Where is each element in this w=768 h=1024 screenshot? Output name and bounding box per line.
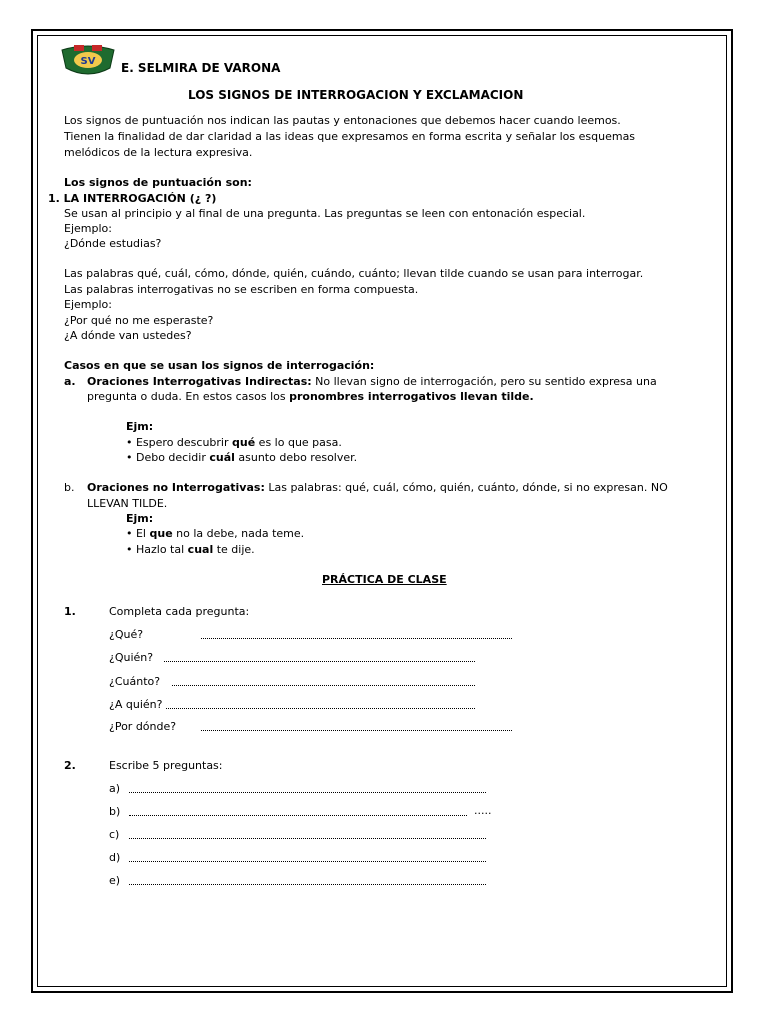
casos-heading: Casos en que se usan los signos de interrogación: bbox=[64, 359, 375, 372]
q1-item-quien: ¿Quién? bbox=[109, 651, 154, 664]
q2-item-b: b) bbox=[109, 805, 121, 818]
caso-b-example-1 bbox=[126, 527, 304, 541]
caso-a-ex2-bold: cuál bbox=[209, 451, 235, 464]
section1b-line-2: Las palabras interrogativas no se escriben en forma compuesta. bbox=[64, 283, 419, 296]
caso-b-line-1 bbox=[87, 481, 668, 495]
q1-item-cuanto: ¿Cuánto? bbox=[109, 675, 161, 688]
q2-item-e: e) bbox=[109, 874, 121, 887]
q1-item-por-donde: ¿Por dónde? bbox=[109, 720, 177, 733]
signs-lead: Los signos de puntuación son: bbox=[64, 176, 252, 189]
caso-a-title: Oraciones Interrogativas Indirectas: bbox=[87, 375, 312, 388]
caso-b-ex1-pre: • El bbox=[126, 527, 150, 540]
answer-line-c[interactable] bbox=[129, 838, 486, 839]
intro-line-3: melódicos de la lectura expresiva. bbox=[64, 146, 253, 159]
caso-a-ex2-post: asunto debo resolver. bbox=[234, 451, 358, 464]
caso-a-line-1 bbox=[87, 375, 657, 389]
answer-line-quien[interactable] bbox=[164, 661, 475, 662]
caso-a-ex1-post: es lo que pasa. bbox=[255, 436, 342, 449]
section1-line-2: Ejemplo: bbox=[64, 222, 112, 235]
caso-a-ex1-pre: • Espero descubrir bbox=[126, 436, 233, 449]
logo-initials: SV bbox=[80, 56, 96, 67]
caso-a-ejm-label: Ejm: bbox=[126, 420, 154, 433]
intro-line-2: Tienen la finalidad de dar claridad a las ideas que expresamos en forma escrita y señalar los esquemas bbox=[64, 130, 636, 143]
q1-item-que: ¿Qué? bbox=[109, 628, 144, 641]
caso-b-ejm-label: Ejm: bbox=[126, 512, 154, 525]
answer-line-cuanto[interactable] bbox=[172, 685, 475, 686]
answer-line-e[interactable] bbox=[129, 884, 486, 885]
section1b-line-4: ¿Por qué no me esperaste? bbox=[64, 314, 214, 327]
section1b-line-1: Las palabras qué, cuál, cómo, dónde, quién, cuándo, cuánto; llevan tilde cuando se usan para interrogar. bbox=[64, 267, 644, 280]
answer-line-que[interactable] bbox=[201, 638, 512, 639]
caso-b-ex1-post: no la debe, nada teme. bbox=[172, 527, 305, 540]
caso-b-example-2 bbox=[126, 543, 255, 557]
q2-item-a: a) bbox=[109, 782, 121, 795]
section1-line-3: ¿Dónde estudias? bbox=[64, 237, 162, 250]
caso-b-title: Oraciones no Interrogativas: bbox=[87, 481, 265, 494]
caso-a-line2-bold: pronombres interrogativos llevan tilde. bbox=[289, 390, 534, 403]
practica-title: PRÁCTICA DE CLASE bbox=[322, 573, 447, 586]
caso-a-line-2 bbox=[87, 390, 534, 404]
caso-b-ex2-post: te dije. bbox=[213, 543, 255, 556]
intro-line-1: Los signos de puntuación nos indican las pautas y entonaciones que debemos hacer cuando leemos. bbox=[64, 114, 621, 127]
caso-a-example-1 bbox=[126, 436, 342, 450]
answer-line-a[interactable] bbox=[129, 792, 486, 793]
caso-b-text: Las palabras: qué, cuál, cómo, quién, cuánto, dónde, si no expresan. NO bbox=[264, 481, 668, 494]
answer-line-a-quien[interactable] bbox=[166, 708, 475, 709]
caso-a-marker: a. bbox=[64, 375, 76, 388]
q2-item-b-extra-dots: ..... bbox=[474, 804, 492, 817]
section1b-line-3: Ejemplo: bbox=[64, 298, 112, 311]
caso-a-ex2-pre: • Debo decidir bbox=[126, 451, 210, 464]
answer-line-b[interactable] bbox=[129, 815, 467, 816]
caso-a-line2-pre: pregunta o duda. En estos casos los bbox=[87, 390, 290, 403]
answer-line-por-donde[interactable] bbox=[201, 730, 512, 731]
caso-b-ex2-pre: • Hazlo tal bbox=[126, 543, 188, 556]
answer-line-d[interactable] bbox=[129, 861, 486, 862]
school-name: E. SELMIRA DE VARONA bbox=[121, 61, 281, 75]
section-heading-interrogacion: 1. LA INTERROGACIÓN (¿ ?) bbox=[48, 192, 217, 205]
q1-item-a-quien: ¿A quién? bbox=[109, 698, 163, 711]
caso-a-text: No llevan signo de interrogación, pero su sentido expresa una bbox=[311, 375, 657, 388]
caso-b-line-2: LLEVAN TILDE. bbox=[87, 497, 168, 510]
section1b-line-5: ¿A dónde van ustedes? bbox=[64, 329, 192, 342]
q2-item-d: d) bbox=[109, 851, 121, 864]
question-1-number: 1. bbox=[64, 605, 76, 618]
caso-a-example-2 bbox=[126, 451, 357, 465]
document-title: LOS SIGNOS DE INTERROGACION Y EXCLAMACION bbox=[188, 88, 524, 102]
q2-item-c: c) bbox=[109, 828, 120, 841]
school-logo bbox=[58, 42, 118, 78]
section1-line-1: Se usan al principio y al final de una pregunta. Las preguntas se leen con entonación especial. bbox=[64, 207, 586, 220]
caso-a-ex1-bold: qué bbox=[232, 436, 256, 449]
caso-b-marker: b. bbox=[64, 481, 75, 494]
caso-b-ex2-bold: cual bbox=[187, 543, 214, 556]
caso-b-ex1-bold: que bbox=[149, 527, 173, 540]
question-1-prompt: Completa cada pregunta: bbox=[109, 605, 250, 618]
question-2-number: 2. bbox=[64, 759, 76, 772]
question-2-prompt: Escribe 5 preguntas: bbox=[109, 759, 223, 772]
